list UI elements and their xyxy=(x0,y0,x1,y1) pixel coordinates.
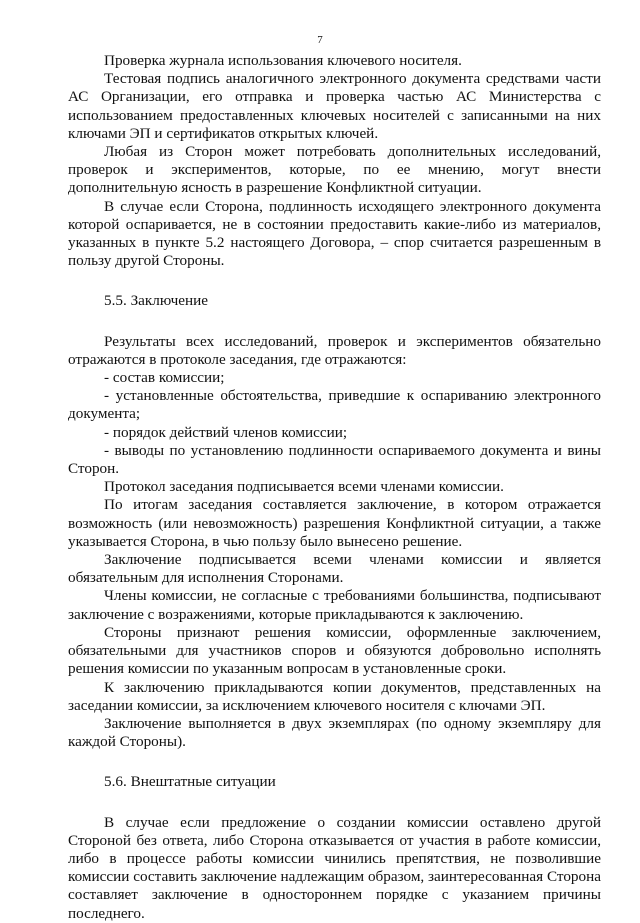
paragraph: Члены комиссии, не согласные с требованиями большинства, подписывают заключение с возражениями, которые прикладываются к заключению. xyxy=(68,587,601,623)
paragraph: К заключению прикладываются копии документов, представленных на заседании комиссии, за исключением ключевого носителя с ключами ЭП. xyxy=(68,678,601,714)
list-item: - состав комиссии; xyxy=(104,369,225,387)
paragraph: В случае если предложение о создании комиссии оставлено другой Стороной без ответа, либо Сторона отказывается от участия в работе комиссии, либо в процессе работы комиссии чинились препятствия, не позволившие комиссии составить заключение надлежащим образом, заинтересованная Сторона составляет заключение в одностороннем порядке с указанием причины последнего. xyxy=(68,813,601,922)
page-number: 7 xyxy=(317,34,323,46)
paragraph: Результаты всех исследований, проверок и экспериментов обязательно отражаются в протоколе заседания, где отражаются: xyxy=(68,332,601,368)
paragraph: В случае если Сторона, подлинность исходящего электронного документа которой оспаривается, не в состоянии предоставить какие-либо из материалов, указанных в пункте 5.2 настоящего Договора, – спор считается разрешенным в пользу другой Стороны. xyxy=(68,197,601,270)
paragraph: Протокол заседания подписывается всеми членами комиссии. xyxy=(104,478,504,496)
paragraph: По итогам заседания составляется заключение, в котором отражается возможность (или невозможность) разрешения Конфликтной ситуации, а также указывается Сторона, в чью пользу было вынесено решение. xyxy=(68,496,601,550)
paragraph: Заключение подписывается всеми членами комиссии и является обязательным для исполнения Сторонами. xyxy=(68,551,601,587)
list-item: - выводы по установлению подлинности оспариваемого документа и вины Сторон. xyxy=(68,441,601,478)
list-item: - порядок действий членов комиссии; xyxy=(104,423,348,441)
list-item: - установленные обстоятельства, приведшие к оспариванию электронного документа; xyxy=(68,387,601,423)
paragraph: Стороны признают решения комиссии, оформленные заключением, обязательными для участников споров и обязуются добровольно исполнять решения комиссии по указанным вопросам в установленные сроки. xyxy=(68,623,601,678)
paragraph: Проверка журнала использования ключевого носителя. xyxy=(104,52,462,69)
section-title-5-5: 5.5. Заключение xyxy=(104,292,209,310)
paragraph: Тестовая подпись аналогичного электронного документа средствами части АС Организации, его отправка и проверка частью АС Министерства с использованием предоставленных ключевых носителей с записанными на них ключами ЭП и сертификатов открытых ключей. xyxy=(68,70,601,142)
paragraph: Заключение выполняется в двух экземплярах (по одному экземпляру для каждой Стороны). xyxy=(68,714,601,751)
document-body xyxy=(68,52,601,923)
section-title-5-6: 5.6. Внештатные ситуации xyxy=(104,773,276,791)
paragraph: Любая из Сторон может потребовать дополнительных исследований, проверок и экспериментов, которые, по ее мнению, могут внести дополнительную ясность в разрешение Конфликтной ситуации. xyxy=(68,143,601,197)
